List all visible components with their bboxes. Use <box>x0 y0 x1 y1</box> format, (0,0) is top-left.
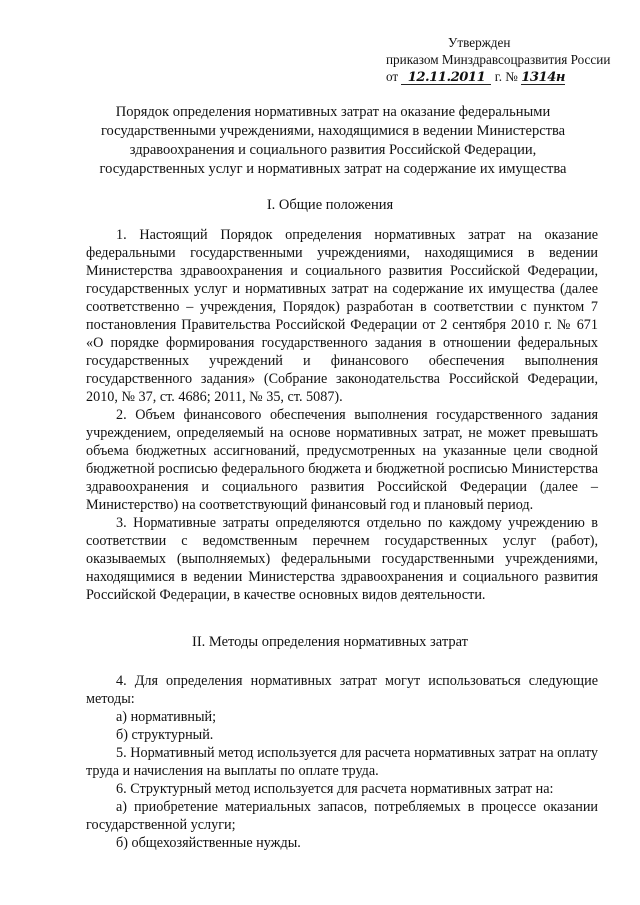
number-label: № <box>505 69 518 84</box>
approval-line-1: Утвержден <box>448 35 511 50</box>
paragraph: 1. Настоящий Порядок определения нормативных затрат на оказание федеральными государственными учреждениями, находящимися в ведении Министерства здравоохранения и социального развития Российской Федерации, государственных услуг и нормативных затрат на содержание их имущества (далее соответственно – учреждения, Порядок) разработан в соответствии с пунктом 7 постановления Правительства Российской Федерации от 2 сентября 2010 г. № 671 «О порядке формирования государственного задания в отношении федеральных государственных учреждений и финансового обеспечения выполнения государственного задания» (Собрание законодательства Российской Федерации, 2010, № 37, ст. 4686; 2011, № 35, ст. 5087). <box>86 227 598 405</box>
list-item: а) нормативный; <box>116 709 217 725</box>
approval-line-2: приказом Минздравсоцразвития России <box>386 52 611 67</box>
document-title: Порядок определения нормативных затрат на оказание федеральными государственными учреждениями, находящимися в ведении Министерства здравоохранения и социального развития Российской Федерации, государственных услуг и нормативных затрат на содержание их имущества <box>99 104 567 177</box>
paragraph: 5. Нормативный метод используется для расчета нормативных затрат на оплату труда и начисления на выплаты по оплате труда. <box>86 745 598 779</box>
handwritten-date: 12.11.2011 <box>401 71 491 85</box>
section-2-body <box>86 672 598 852</box>
paragraph: 2. Объем финансового обеспечения выполнения государственного задания учреждением, определяемый на основе нормативных затрат, не может превышать объема бюджетных ассигнований, предусмотренных на указанные цели сводной бюджетной росписью федерального бюджета и бюджетной росписью Министерства здравоохранения и социального развития Российской Федерации (далее – Министерство) на соответствующий финансовый год и плановый период. <box>86 407 598 513</box>
approval-line-3 <box>386 68 616 85</box>
handwritten-number: 1314н <box>521 70 566 85</box>
section-1-heading: I. Общие положения <box>266 197 394 213</box>
list-item: б) общехозяйственные нужды. <box>116 835 301 851</box>
section-2-heading: II. Методы определения нормативных затрат <box>191 634 469 650</box>
paragraph: 3. Нормативные затраты определяются отдельно по каждому учреждению в соответствии с ведомственным перечнем государственных услуг (работ), оказываемых (выполняемых) федеральными государственными учреждениями, находящимися в ведении Министерства здравоохранения и социального развития Российской Федерации, в качестве основных видов деятельности. <box>86 515 598 603</box>
approval-stamp <box>386 34 616 85</box>
from-label: от <box>386 69 399 84</box>
year-label: г. <box>494 69 502 84</box>
list-item: а) приобретение материальных запасов, потребляемых в процессе оказании государственной услуги; <box>86 799 598 833</box>
paragraph: 4. Для определения нормативных затрат могут использоваться следующие методы: <box>86 673 598 707</box>
paragraph: 6. Структурный метод используется для расчета нормативных затрат на: <box>116 781 554 797</box>
list-item: б) структурный. <box>116 727 214 743</box>
section-1-body <box>86 226 598 604</box>
